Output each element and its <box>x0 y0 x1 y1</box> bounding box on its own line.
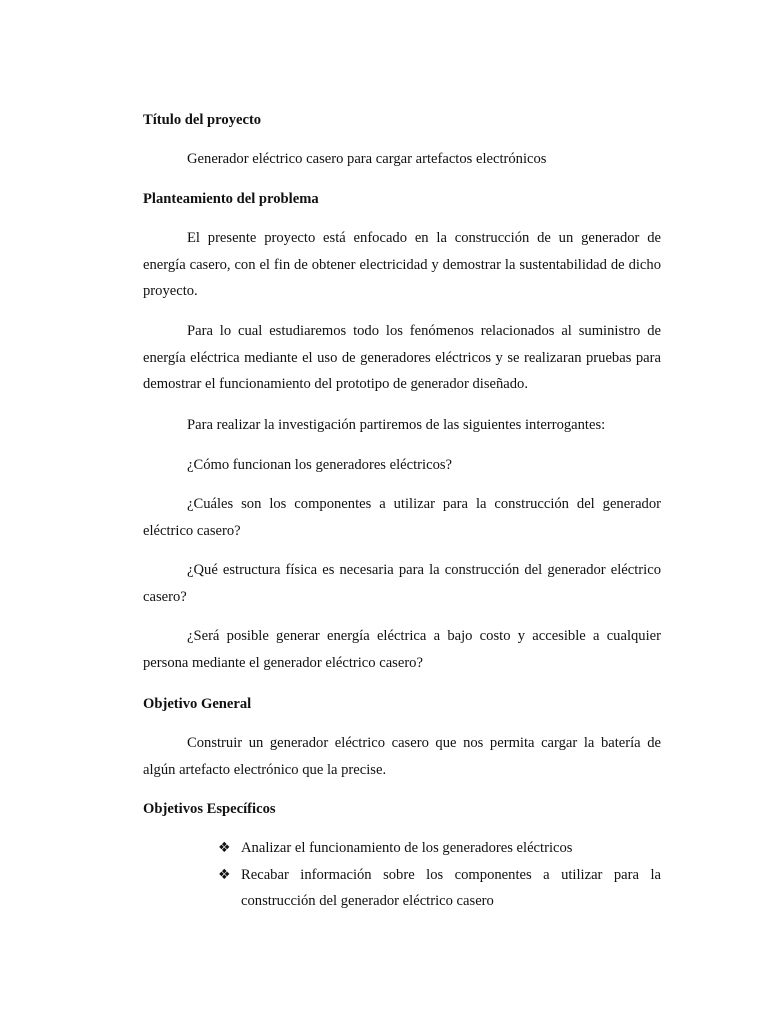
specific-objective-1: Analizar el funcionamiento de los generadores eléctricos <box>241 840 573 856</box>
problem-paragraph-2: Para lo cual estudiaremos todo los fenómenos relacionados al suministro de energía eléctrica mediante el uso de generadores eléctricos y se realizaran pruebas para demostrar el funcionamiento del prototipo de generador diseñado. <box>143 323 661 393</box>
diamond-bullet-icon: ❖ <box>218 840 231 856</box>
diamond-bullet-icon: ❖ <box>218 866 231 883</box>
problem-paragraph-1: El presente proyecto está enfocado en la construcción de un generador de energía casero, con el fin de obtener electricidad y demostrar la sustentabilidad de dicho proyecto. <box>143 230 661 300</box>
specific-objective-2: Recabar información sobre los componentes a utilizar para la construcción del generador eléctrico casero <box>241 866 661 910</box>
list-item <box>218 835 661 862</box>
specific-objectives-list <box>218 835 661 915</box>
project-title-heading: Título del proyecto <box>143 112 262 128</box>
general-objective-text: Construir un generador eléctrico casero que nos permita cargar la batería de algún artefacto electrónico que la precise. <box>143 735 661 778</box>
problem-heading: Planteamiento del problema <box>143 191 319 207</box>
specific-objectives-heading: Objetivos Específicos <box>143 801 276 817</box>
problem-paragraph-3: Para realizar la investigación partiremos de las siguientes interrogantes: <box>187 417 606 433</box>
list-item <box>218 862 661 915</box>
question-3: ¿Qué estructura física es necesaria para la construcción del generador eléctrico casero? <box>143 562 661 605</box>
question-2: ¿Cuáles son los componentes a utilizar para la construcción del generador eléctrico casero? <box>143 496 661 539</box>
general-objective-heading: Objetivo General <box>143 696 252 712</box>
question-1: ¿Cómo funcionan los generadores eléctricos? <box>187 457 453 473</box>
question-4: ¿Será posible generar energía eléctrica a bajo costo y accesible a cualquier persona mediante el generador eléctrico casero? <box>143 628 661 671</box>
project-title-text: Generador eléctrico casero para cargar artefactos electrónicos <box>187 151 547 167</box>
